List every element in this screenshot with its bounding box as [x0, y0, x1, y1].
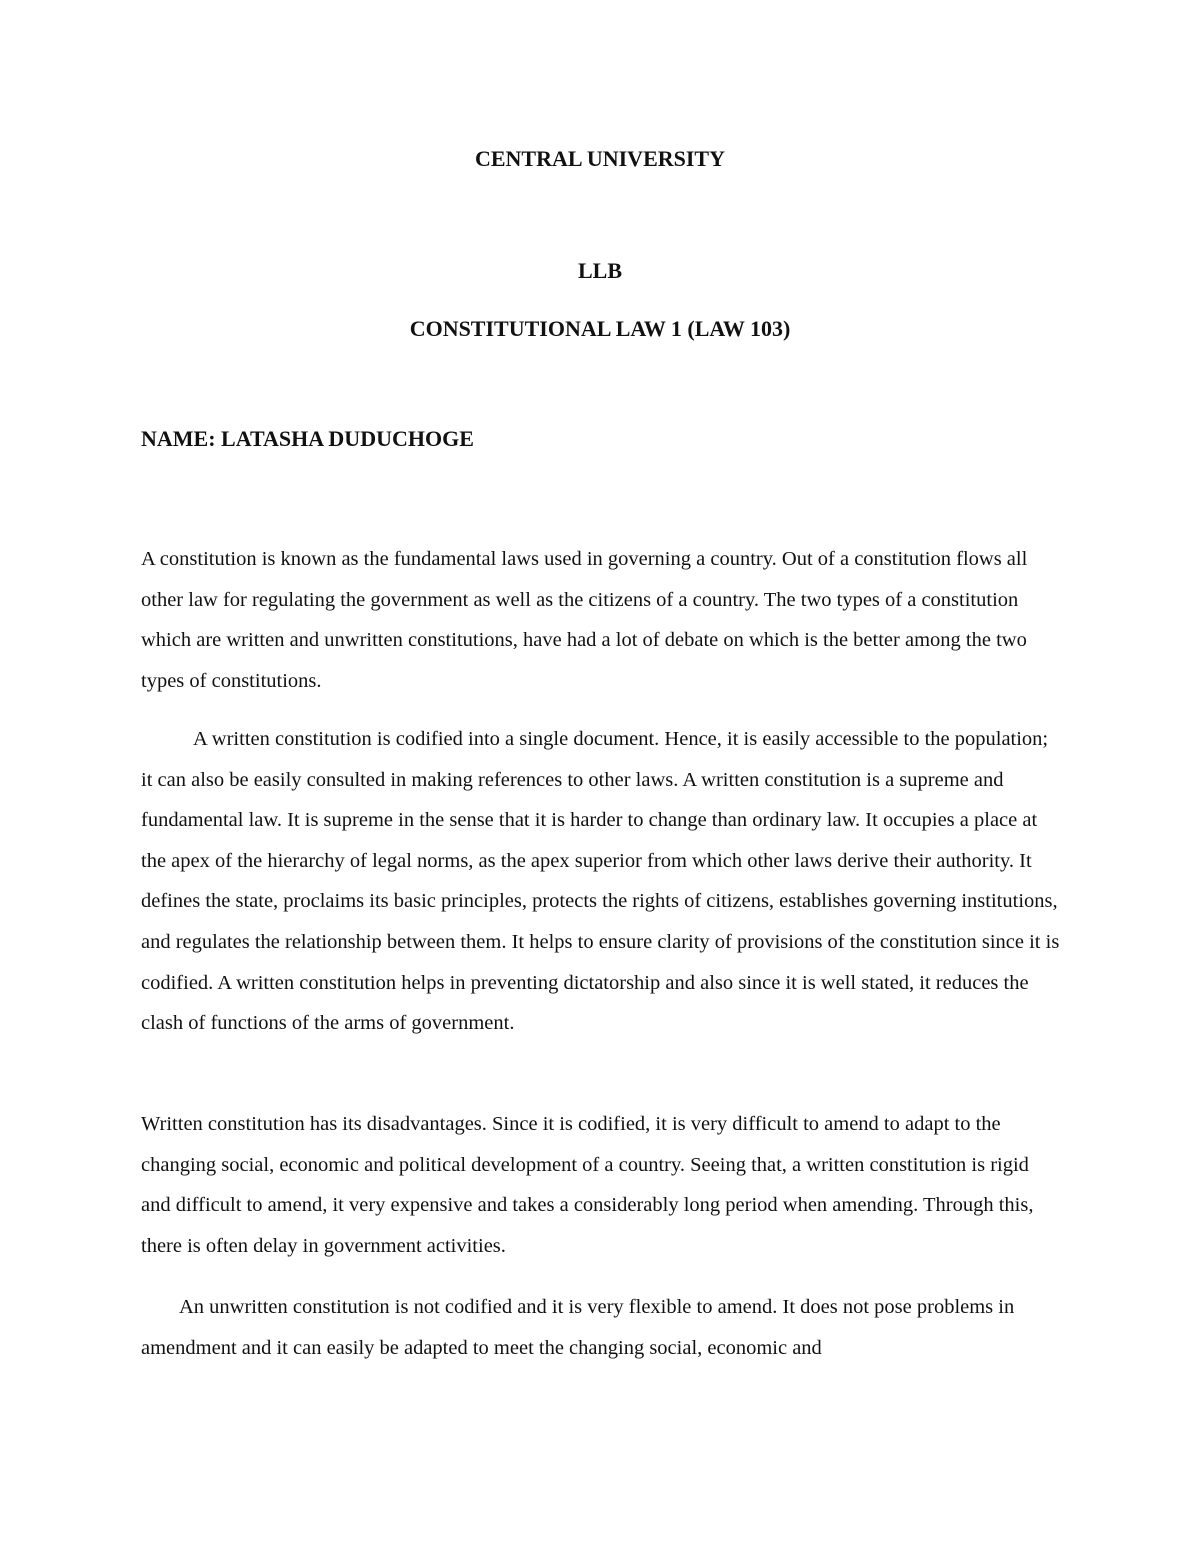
paragraph-written-constitution: A written constitution is codified into a single document. Hence, it is easily accessible to the population; it can also be easily consulted in making references to other laws. A written constitution is a supreme and fundamental law. It is supreme in the sense that it is harder to change than ordinary law. It occupies a place at the apex of the hierarchy of legal norms, as the apex superior from which other laws derive their authority. It defines the state, proclaims its basic principles, protects the rights of citizens, establishes governing institutions, and regulates the relationship between them. It helps to ensure clarity of provisions of the constitution since it is codified. A written constitution helps in preventing dictatorship and also since it is well stated, it reduces the clash of functions of the arms of government.: [141, 728, 1060, 1035]
degree-title: LLB: [577, 258, 623, 283]
student-name: NAME: LATASHA DUDUCHOGE: [141, 426, 474, 451]
university-title: CENTRAL UNIVERSITY: [474, 146, 725, 171]
paragraph-intro: A constitution is known as the fundamental laws used in governing a country. Out of a constitution flows all other law for regulating the government as well as the citizens of a country. The two types of a constitution which are written and unwritten constitutions, have had a lot of debate on which is the better among the two types of constitutions.: [141, 548, 1028, 692]
paragraph-disadvantages: Written constitution has its disadvantages. Since it is codified, it is very difficult to amend to adapt to the changing social, economic and political development of a country. Seeing that, a written constitution is rigid and difficult to amend, it very expensive and takes a considerably long period when amending. Through this, there is often delay in government activities.: [141, 1113, 1034, 1257]
paragraph-unwritten-constitution: An unwritten constitution is not codified and it is very flexible to amend. It does not pose problems in amendment and it can easily be adapted to meet the changing social, economic and: [141, 1296, 1015, 1359]
course-title: CONSTITUTIONAL LAW 1 (LAW 103): [409, 316, 791, 341]
